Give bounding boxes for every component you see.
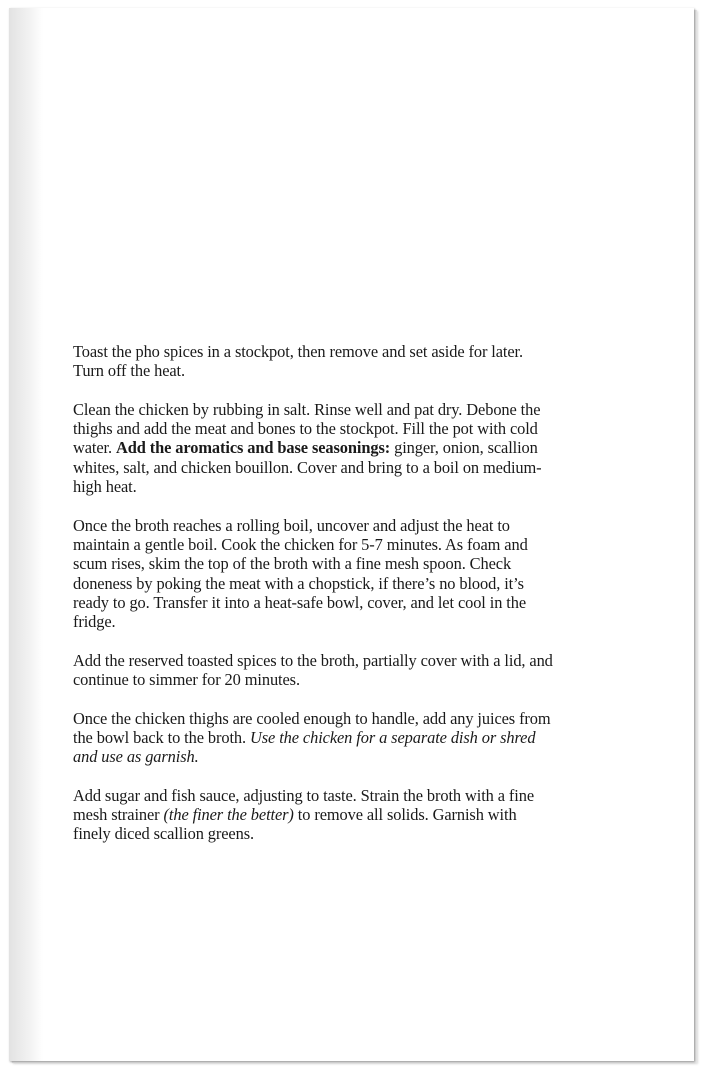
- page-spine-shadow: [9, 8, 43, 1061]
- recipe-instructions: [73, 342, 555, 863]
- text-run: Add sugar and fish sauce, adjusting to taste. Strain the broth with a fine mesh strainer: [73, 785, 534, 825]
- text-run: ginger, onion, scallion whites, salt, and chicken bouillon. Cover and bring to a boil on medium-high heat.: [73, 438, 542, 497]
- text-run: Once the broth reaches a rolling boil, uncover and adjust the heat to maintain a gentle boil. Cook the chicken for 5-7 minutes. As foam and scum rises, skim the top of the broth with a fine mesh spoon. Check doneness by poking the meat with a chopstick, if there’s no blood, it’s ready to go. Transfer it into a heat-safe bowl, cover, and let cool in the fridge.: [73, 515, 528, 632]
- bold-text: Add the aromatics and base seasonings:: [116, 438, 391, 458]
- italic-note: Use the chicken for a separate dish or shred and use as garnish.: [73, 727, 536, 767]
- document-page: [9, 8, 694, 1061]
- text-run: Clean the chicken by rubbing in salt. Rinse well and pat dry. Debone the thighs and add the meat and bones to the stockpot. Fill the pot with cold water.: [73, 399, 541, 458]
- text-run: to remove all solids. Garnish with finely diced scallion greens.: [73, 805, 517, 844]
- instruction-paragraph: [73, 709, 555, 767]
- instruction-paragraph: [73, 651, 555, 690]
- instruction-paragraph: [73, 516, 555, 632]
- text-run: Once the chicken thighs are cooled enough to handle, add any juices from the bowl back to the broth.: [73, 708, 551, 747]
- instruction-paragraph: [73, 786, 555, 844]
- text-run: Toast the pho spices in a stockpot, then remove and set aside for later. Turn off the heat.: [73, 342, 524, 381]
- italic-note: (the finer the better): [163, 805, 294, 825]
- instruction-paragraph: [73, 342, 555, 381]
- text-run: Add the reserved toasted spices to the broth, partially cover with a lid, and continue to simmer for 20 minutes.: [73, 650, 553, 690]
- instruction-paragraph: [73, 400, 555, 496]
